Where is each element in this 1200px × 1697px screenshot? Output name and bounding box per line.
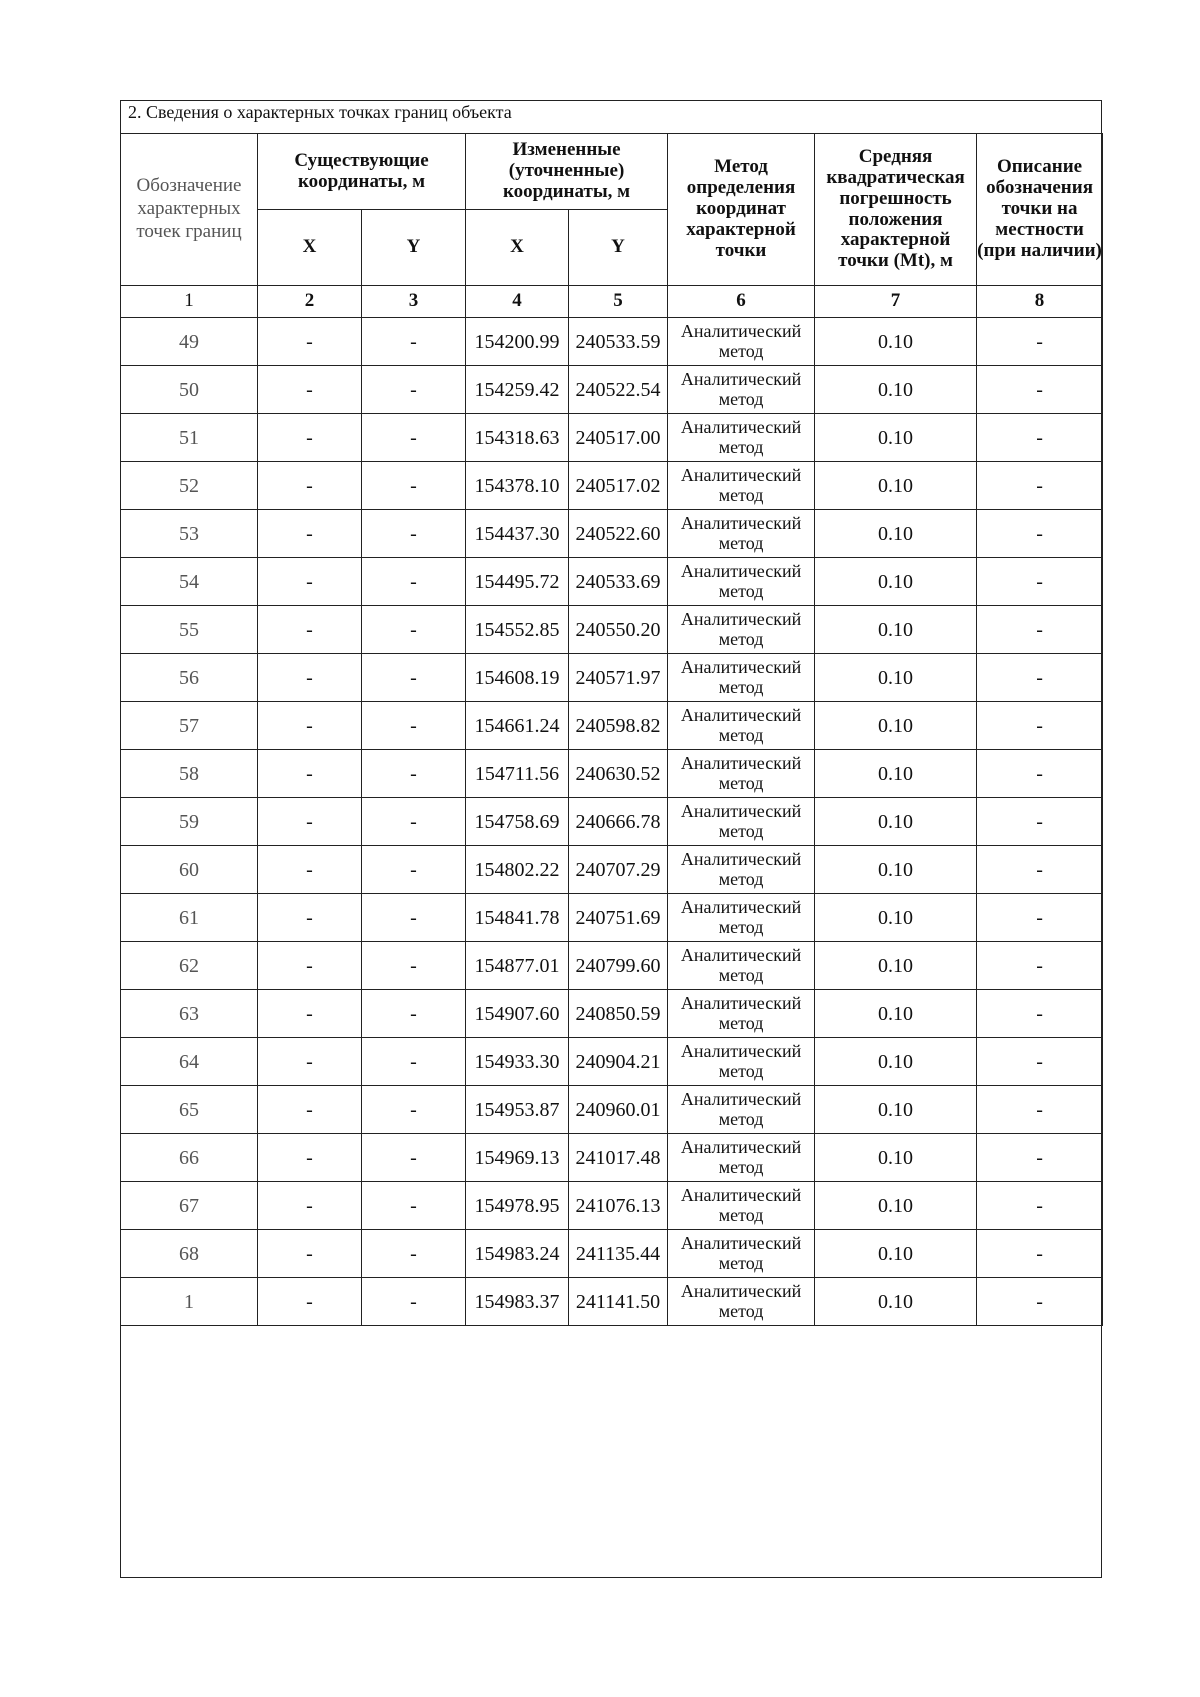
changed-x-cell: 154495.72 [466,558,569,606]
description-cell: - [977,462,1103,510]
point-number-cell: 68 [121,1230,258,1278]
method-cell: Аналитический метод [668,990,815,1038]
method-cell: Аналитический метод [668,510,815,558]
existing-x-cell: - [258,846,362,894]
point-number-cell: 59 [121,798,258,846]
table-row [121,702,1103,750]
table-row [121,606,1103,654]
changed-x-cell: 154983.37 [466,1278,569,1326]
column-number: 1 [121,286,258,318]
description-cell: - [977,654,1103,702]
changed-x-cell: 154978.95 [466,1182,569,1230]
description-cell: - [977,942,1103,990]
existing-y-cell: - [362,1038,466,1086]
existing-x-cell: - [258,894,362,942]
changed-x-cell: 154953.87 [466,1086,569,1134]
point-number-cell: 51 [121,414,258,462]
column-number: 8 [977,286,1103,318]
table-row [121,558,1103,606]
table-row [121,318,1103,366]
point-number-cell: 67 [121,1182,258,1230]
existing-x-cell: - [258,414,362,462]
mean-error-cell: 0.10 [815,798,977,846]
description-cell: - [977,990,1103,1038]
mean-error-cell: 0.10 [815,894,977,942]
description-cell: - [977,558,1103,606]
changed-y-cell: 240571.97 [569,654,668,702]
header-changed-x: X [466,210,569,286]
description-cell: - [977,414,1103,462]
header-changed-coordinates: Измененные (уточненные) координаты, м [466,134,668,210]
changed-y-cell: 240850.59 [569,990,668,1038]
point-number-cell: 60 [121,846,258,894]
changed-x-cell: 154608.19 [466,654,569,702]
table-row [121,414,1103,462]
existing-y-cell: - [362,990,466,1038]
changed-y-cell: 240522.60 [569,510,668,558]
mean-error-cell: 0.10 [815,846,977,894]
header-mean-error: Средняя квадратическая погрешность положения характерной точки (Mt), м [815,134,977,286]
table-row [121,1038,1103,1086]
header-existing-y: Y [362,210,466,286]
changed-x-cell: 154711.56 [466,750,569,798]
changed-x-cell: 154437.30 [466,510,569,558]
changed-y-cell: 240630.52 [569,750,668,798]
existing-y-cell: - [362,750,466,798]
method-cell: Аналитический метод [668,1230,815,1278]
point-number-cell: 55 [121,606,258,654]
header-point-designation: Обозначение характерных точек границ [121,134,258,286]
changed-y-cell: 240751.69 [569,894,668,942]
changed-x-cell: 154378.10 [466,462,569,510]
description-cell: - [977,606,1103,654]
existing-y-cell: - [362,846,466,894]
existing-x-cell: - [258,1278,362,1326]
mean-error-cell: 0.10 [815,750,977,798]
method-cell: Аналитический метод [668,750,815,798]
mean-error-cell: 0.10 [815,702,977,750]
description-cell: - [977,1038,1103,1086]
column-number: 6 [668,286,815,318]
method-cell: Аналитический метод [668,1086,815,1134]
description-cell: - [977,318,1103,366]
existing-y-cell: - [362,1278,466,1326]
mean-error-cell: 0.10 [815,606,977,654]
existing-x-cell: - [258,1230,362,1278]
point-number-cell: 65 [121,1086,258,1134]
mean-error-cell: 0.10 [815,318,977,366]
method-cell: Аналитический метод [668,1134,815,1182]
description-cell: - [977,1230,1103,1278]
mean-error-cell: 0.10 [815,414,977,462]
table-row [121,798,1103,846]
changed-x-cell: 154552.85 [466,606,569,654]
changed-y-cell: 240533.69 [569,558,668,606]
mean-error-cell: 0.10 [815,1182,977,1230]
point-number-cell: 58 [121,750,258,798]
point-number-cell: 66 [121,1134,258,1182]
point-number-cell: 52 [121,462,258,510]
table-row [121,1134,1103,1182]
description-cell: - [977,846,1103,894]
point-number-cell: 49 [121,318,258,366]
mean-error-cell: 0.10 [815,462,977,510]
existing-x-cell: - [258,558,362,606]
description-cell: - [977,702,1103,750]
existing-y-cell: - [362,798,466,846]
changed-y-cell: 241141.50 [569,1278,668,1326]
header-existing-x: X [258,210,362,286]
method-cell: Аналитический метод [668,1038,815,1086]
mean-error-cell: 0.10 [815,1134,977,1182]
table-row [121,750,1103,798]
table-row [121,894,1103,942]
existing-y-cell: - [362,606,466,654]
existing-x-cell: - [258,318,362,366]
header-description: Описание обозначения точки на местности (при наличии) [977,134,1103,286]
changed-y-cell: 240550.20 [569,606,668,654]
point-number-cell: 57 [121,702,258,750]
mean-error-cell: 0.10 [815,1278,977,1326]
method-cell: Аналитический метод [668,654,815,702]
changed-y-cell: 240517.00 [569,414,668,462]
existing-y-cell: - [362,1134,466,1182]
point-number-cell: 56 [121,654,258,702]
point-number-cell: 63 [121,990,258,1038]
existing-y-cell: - [362,942,466,990]
method-cell: Аналитический метод [668,702,815,750]
column-number-row [121,286,1103,318]
table-row [121,990,1103,1038]
existing-y-cell: - [362,414,466,462]
header-method: Метод определения координат характерной точки [668,134,815,286]
existing-y-cell: - [362,510,466,558]
mean-error-cell: 0.10 [815,366,977,414]
existing-x-cell: - [258,942,362,990]
method-cell: Аналитический метод [668,606,815,654]
description-cell: - [977,1182,1103,1230]
existing-x-cell: - [258,750,362,798]
existing-y-cell: - [362,654,466,702]
changed-x-cell: 154877.01 [466,942,569,990]
mean-error-cell: 0.10 [815,1086,977,1134]
existing-x-cell: - [258,1086,362,1134]
mean-error-cell: 0.10 [815,558,977,606]
existing-x-cell: - [258,510,362,558]
changed-x-cell: 154969.13 [466,1134,569,1182]
method-cell: Аналитический метод [668,366,815,414]
description-cell: - [977,1086,1103,1134]
changed-y-cell: 241135.44 [569,1230,668,1278]
existing-x-cell: - [258,990,362,1038]
changed-y-cell: 240904.21 [569,1038,668,1086]
changed-x-cell: 154318.63 [466,414,569,462]
table-row [121,1278,1103,1326]
column-number: 5 [569,286,668,318]
method-cell: Аналитический метод [668,318,815,366]
method-cell: Аналитический метод [668,846,815,894]
method-cell: Аналитический метод [668,1182,815,1230]
changed-x-cell: 154933.30 [466,1038,569,1086]
table-row [121,510,1103,558]
column-number: 3 [362,286,466,318]
mean-error-cell: 0.10 [815,942,977,990]
changed-x-cell: 154907.60 [466,990,569,1038]
mean-error-cell: 0.10 [815,990,977,1038]
method-cell: Аналитический метод [668,894,815,942]
existing-y-cell: - [362,894,466,942]
changed-y-cell: 240707.29 [569,846,668,894]
changed-y-cell: 241076.13 [569,1182,668,1230]
description-cell: - [977,894,1103,942]
existing-x-cell: - [258,606,362,654]
existing-x-cell: - [258,366,362,414]
mean-error-cell: 0.10 [815,654,977,702]
existing-x-cell: - [258,654,362,702]
description-cell: - [977,1278,1103,1326]
changed-y-cell: 240517.02 [569,462,668,510]
method-cell: Аналитический метод [668,558,815,606]
method-cell: Аналитический метод [668,414,815,462]
point-number-cell: 54 [121,558,258,606]
method-cell: Аналитический метод [668,942,815,990]
existing-y-cell: - [362,1086,466,1134]
existing-x-cell: - [258,1182,362,1230]
mean-error-cell: 0.10 [815,510,977,558]
method-cell: Аналитический метод [668,1278,815,1326]
mean-error-cell: 0.10 [815,1230,977,1278]
column-number: 4 [466,286,569,318]
point-number-cell: 50 [121,366,258,414]
changed-x-cell: 154983.24 [466,1230,569,1278]
changed-x-cell: 154661.24 [466,702,569,750]
boundary-points-table [120,133,1103,1326]
changed-y-cell: 240799.60 [569,942,668,990]
changed-x-cell: 154259.42 [466,366,569,414]
existing-y-cell: - [362,1182,466,1230]
changed-y-cell: 240522.54 [569,366,668,414]
table-row [121,654,1103,702]
mean-error-cell: 0.10 [815,1038,977,1086]
point-number-cell: 64 [121,1038,258,1086]
description-cell: - [977,798,1103,846]
description-cell: - [977,750,1103,798]
table-row [121,846,1103,894]
description-cell: - [977,366,1103,414]
changed-y-cell: 240960.01 [569,1086,668,1134]
header-existing-coordinates: Существующие координаты, м [258,134,466,210]
existing-x-cell: - [258,462,362,510]
point-number-cell: 53 [121,510,258,558]
changed-x-cell: 154758.69 [466,798,569,846]
point-number-cell: 1 [121,1278,258,1326]
method-cell: Аналитический метод [668,798,815,846]
existing-y-cell: - [362,318,466,366]
table-row [121,1086,1103,1134]
column-number: 2 [258,286,362,318]
table-row [121,1230,1103,1278]
table-row [121,366,1103,414]
existing-x-cell: - [258,1038,362,1086]
existing-y-cell: - [362,702,466,750]
existing-x-cell: - [258,702,362,750]
point-number-cell: 62 [121,942,258,990]
column-number: 7 [815,286,977,318]
changed-y-cell: 240598.82 [569,702,668,750]
header-changed-y: Y [569,210,668,286]
existing-x-cell: - [258,798,362,846]
changed-y-cell: 240533.59 [569,318,668,366]
existing-y-cell: - [362,558,466,606]
table-row [121,462,1103,510]
changed-y-cell: 240666.78 [569,798,668,846]
table-row [121,942,1103,990]
existing-y-cell: - [362,462,466,510]
description-cell: - [977,510,1103,558]
existing-x-cell: - [258,1134,362,1182]
table-row [121,1182,1103,1230]
changed-x-cell: 154200.99 [466,318,569,366]
changed-y-cell: 241017.48 [569,1134,668,1182]
method-cell: Аналитический метод [668,462,815,510]
changed-x-cell: 154841.78 [466,894,569,942]
existing-y-cell: - [362,1230,466,1278]
description-cell: - [977,1134,1103,1182]
point-number-cell: 61 [121,894,258,942]
changed-x-cell: 154802.22 [466,846,569,894]
section-title: 2. Сведения о характерных точках границ объекта [128,102,512,122]
existing-y-cell: - [362,366,466,414]
